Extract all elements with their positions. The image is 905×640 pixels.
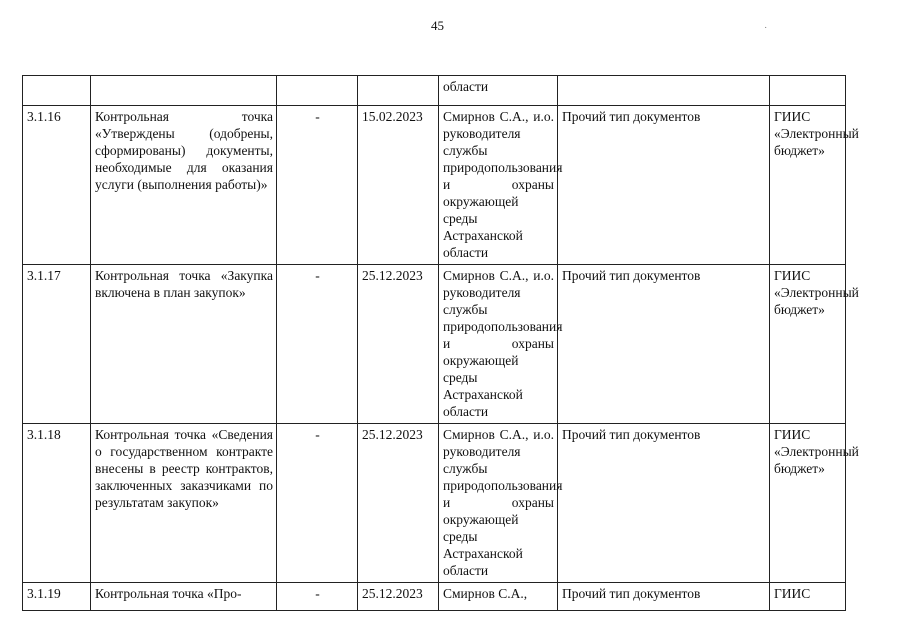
- cell-base: -: [277, 265, 358, 424]
- cell-num: 3.1.18: [23, 424, 91, 583]
- cell-num: 3.1.19: [23, 583, 91, 611]
- table-row: [23, 76, 846, 106]
- cell-base: [277, 76, 358, 106]
- cell-base: -: [277, 106, 358, 265]
- cell-document-type: Прочий тип документов: [558, 265, 770, 424]
- cell-date: 15.02.2023: [358, 106, 439, 265]
- cell-num: 3.1.16: [23, 106, 91, 265]
- cell-responsible: Смирнов С.А., и.о. руководителя службы природопользования и охраны окружающей среды Астраханской области: [439, 265, 558, 424]
- cell-document-type: Прочий тип документов: [558, 424, 770, 583]
- cell-num: 3.1.17: [23, 265, 91, 424]
- table-row: [23, 583, 846, 611]
- cell-base: -: [277, 424, 358, 583]
- control-points-table: [22, 75, 859, 611]
- cell-info-system: ГИИС: [770, 583, 846, 611]
- cell-info-system: [770, 76, 846, 106]
- page-number: 45: [431, 18, 444, 33]
- cell-name: Контрольная точка «Закупка включена в план закупок»: [91, 265, 277, 424]
- scan-speck: ˙: [764, 26, 768, 37]
- cell-document-type: Прочий тип документов: [558, 106, 770, 265]
- cell-info-system: ГИИС «Электронный бюджет»: [770, 265, 846, 424]
- cell-responsible: Смирнов С.А., и.о. руководителя службы природопользования и охраны окружающей среды Астраханской области: [439, 424, 558, 583]
- cell-name: Контрольная точка «Сведения о государственном контракте внесены в реестр контрактов, заключенных заказчиками по результатам закупок»: [91, 424, 277, 583]
- cell-date: 25.12.2023: [358, 265, 439, 424]
- cell-name: Контрольная точка «Про-: [91, 583, 277, 611]
- cell-responsible: области: [439, 76, 558, 106]
- cell-document-type: Прочий тип документов: [558, 583, 770, 611]
- table-row: [23, 424, 846, 583]
- cell-num: [23, 76, 91, 106]
- cell-info-system: ГИИС «Электронный бюджет»: [770, 424, 846, 583]
- table-row: [23, 106, 846, 265]
- table-row: [23, 265, 846, 424]
- cell-date: 25.12.2023: [358, 583, 439, 611]
- cell-responsible: Смирнов С.А., и.о. руководителя службы природопользования и охраны окружающей среды Астраханской области: [439, 106, 558, 265]
- cell-name: Контрольная точка «Утверждены (одобрены, сформированы) документы, необходимые для оказания услуги (выполнения работы)»: [91, 106, 277, 265]
- cell-base: -: [277, 583, 358, 611]
- cell-name: [91, 76, 277, 106]
- cell-responsible: Смирнов С.А.,: [439, 583, 558, 611]
- cell-info-system: ГИИС «Электронный бюджет»: [770, 106, 846, 265]
- cell-date: 25.12.2023: [358, 424, 439, 583]
- cell-document-type: [558, 76, 770, 106]
- cell-date: [358, 76, 439, 106]
